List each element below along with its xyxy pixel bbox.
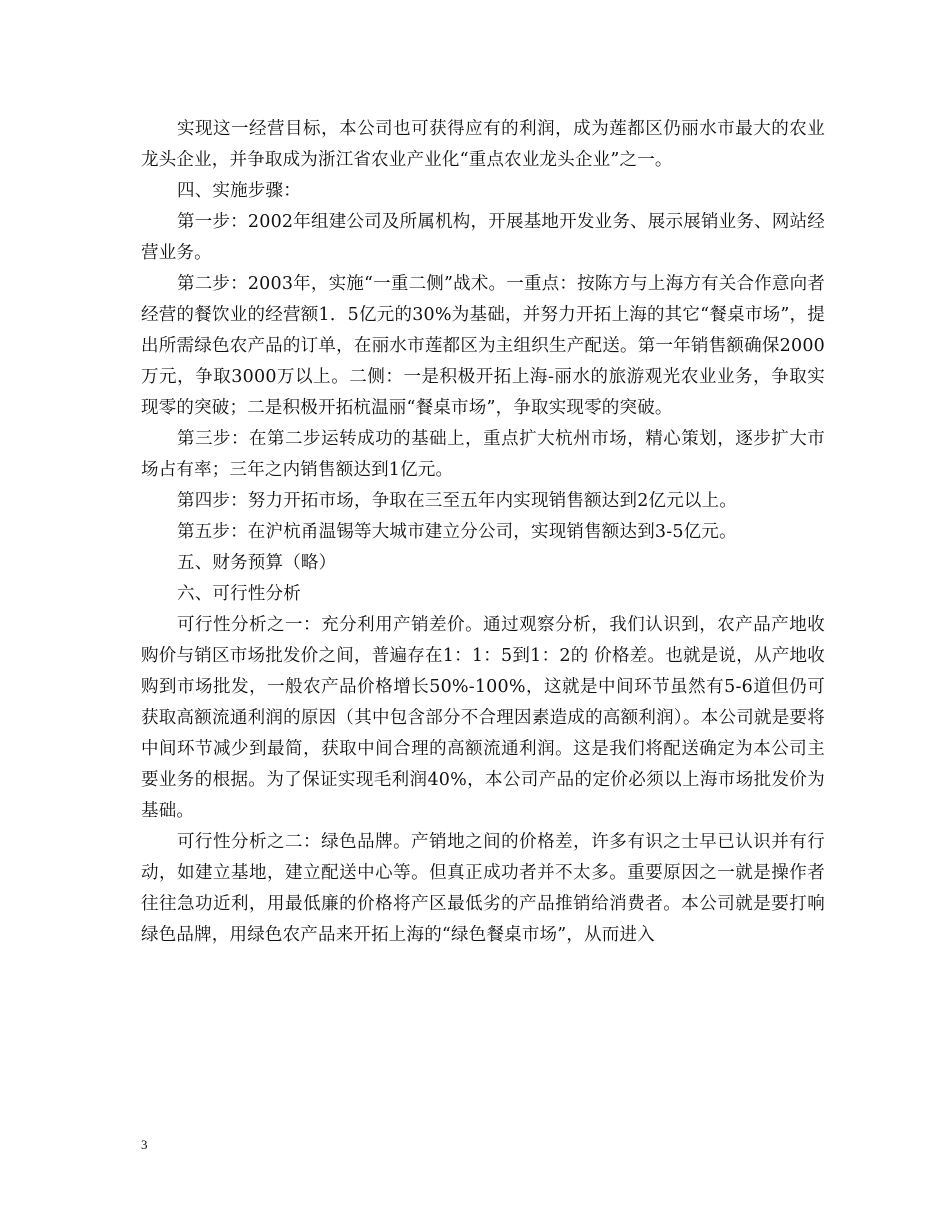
paragraph-step-three: 第三步：在第二步运转成功的基础上，重点扩大杭州市场，精心策划，逐步扩大市场占有率；三年之内销售额达到1亿元。 <box>141 429 825 480</box>
document-body <box>141 114 825 951</box>
section-heading-financial-budget: 五、财务预算（略） <box>177 553 337 573</box>
paragraph-feasibility-one: 可行性分析之一：充分利用产销差价。通过观察分析，我们认识到，农产品产地收购价与销区市场批发价之间，普遍存在1：1：5到1：2的 价格差。也就是说，从产地收购到市场批发，一般农产品价格增长50%-100%，这就是中间环节虽然有5-6道但仍可获取高额流通利润的原因（其中包含部分不合理因素造成的高额利润）。本公司就是要将中间环节减少到最简，获取中间合理的高额流通利润。这是我们将配送确定为本公司主要业务的根据。为了保证实现毛利润40%，本公司产品的定价必须以上海市场批发价为基础。 <box>141 615 825 821</box>
paragraph-business-goal: 实现这一经营目标，本公司也可获得应有的利润，成为莲都区仍丽水市最大的农业龙头企业，并争取成为浙江省农业产业化“重点农业龙头企业”之一。 <box>141 119 825 170</box>
section-heading-feasibility-analysis: 六、可行性分析 <box>177 584 301 604</box>
paragraph-feasibility-two: 可行性分析之二：绿色品牌。产销地之间的价格差，许多有识之士早已认识并有行动，如建立基地，建立配送中心等。但真正成功者并不太多。重要原因之一就是操作者往往急功近利，用最低廉的价格将产区最低劣的产品推销给消费者。本公司就是要打响绿色品牌，用绿色农产品来开拓上海的“绿色餐桌市场”，从而进入 <box>141 832 825 945</box>
paragraph-step-one: 第一步：2002年组建公司及所属机构，开展基地开发业务、展示展销业务、网站经营业务。 <box>141 212 825 263</box>
page-number: 3 <box>141 1137 148 1152</box>
paragraph-step-two: 第二步：2003年，实施“一重二侧”战术。一重点：按陈方与上海方有关合作意向者经营的餐饮业的经营额1．5亿元的30%为基础，并努力开拓上海的其它“餐桌市场”，提出所需绿色农产品的订单，在丽水市莲都区为主组织生产配送。第一年销售额确保2000万元，争取3000万以上。二侧：一是积极开拓上海-丽水的旅游观光农业业务，争取实现零的突破；二是积极开拓杭温丽“餐桌市场”，争取实现零的突破。 <box>141 274 825 418</box>
paragraph-step-four: 第四步：努力开拓市场，争取在三至五年内实现销售额达到2亿元以上。 <box>177 491 738 511</box>
section-heading-implementation-steps: 四、实施步骤： <box>177 181 301 201</box>
paragraph-step-five: 第五步：在沪杭甬温锡等大城市建立分公司，实现销售额达到3-5亿元。 <box>177 522 737 542</box>
